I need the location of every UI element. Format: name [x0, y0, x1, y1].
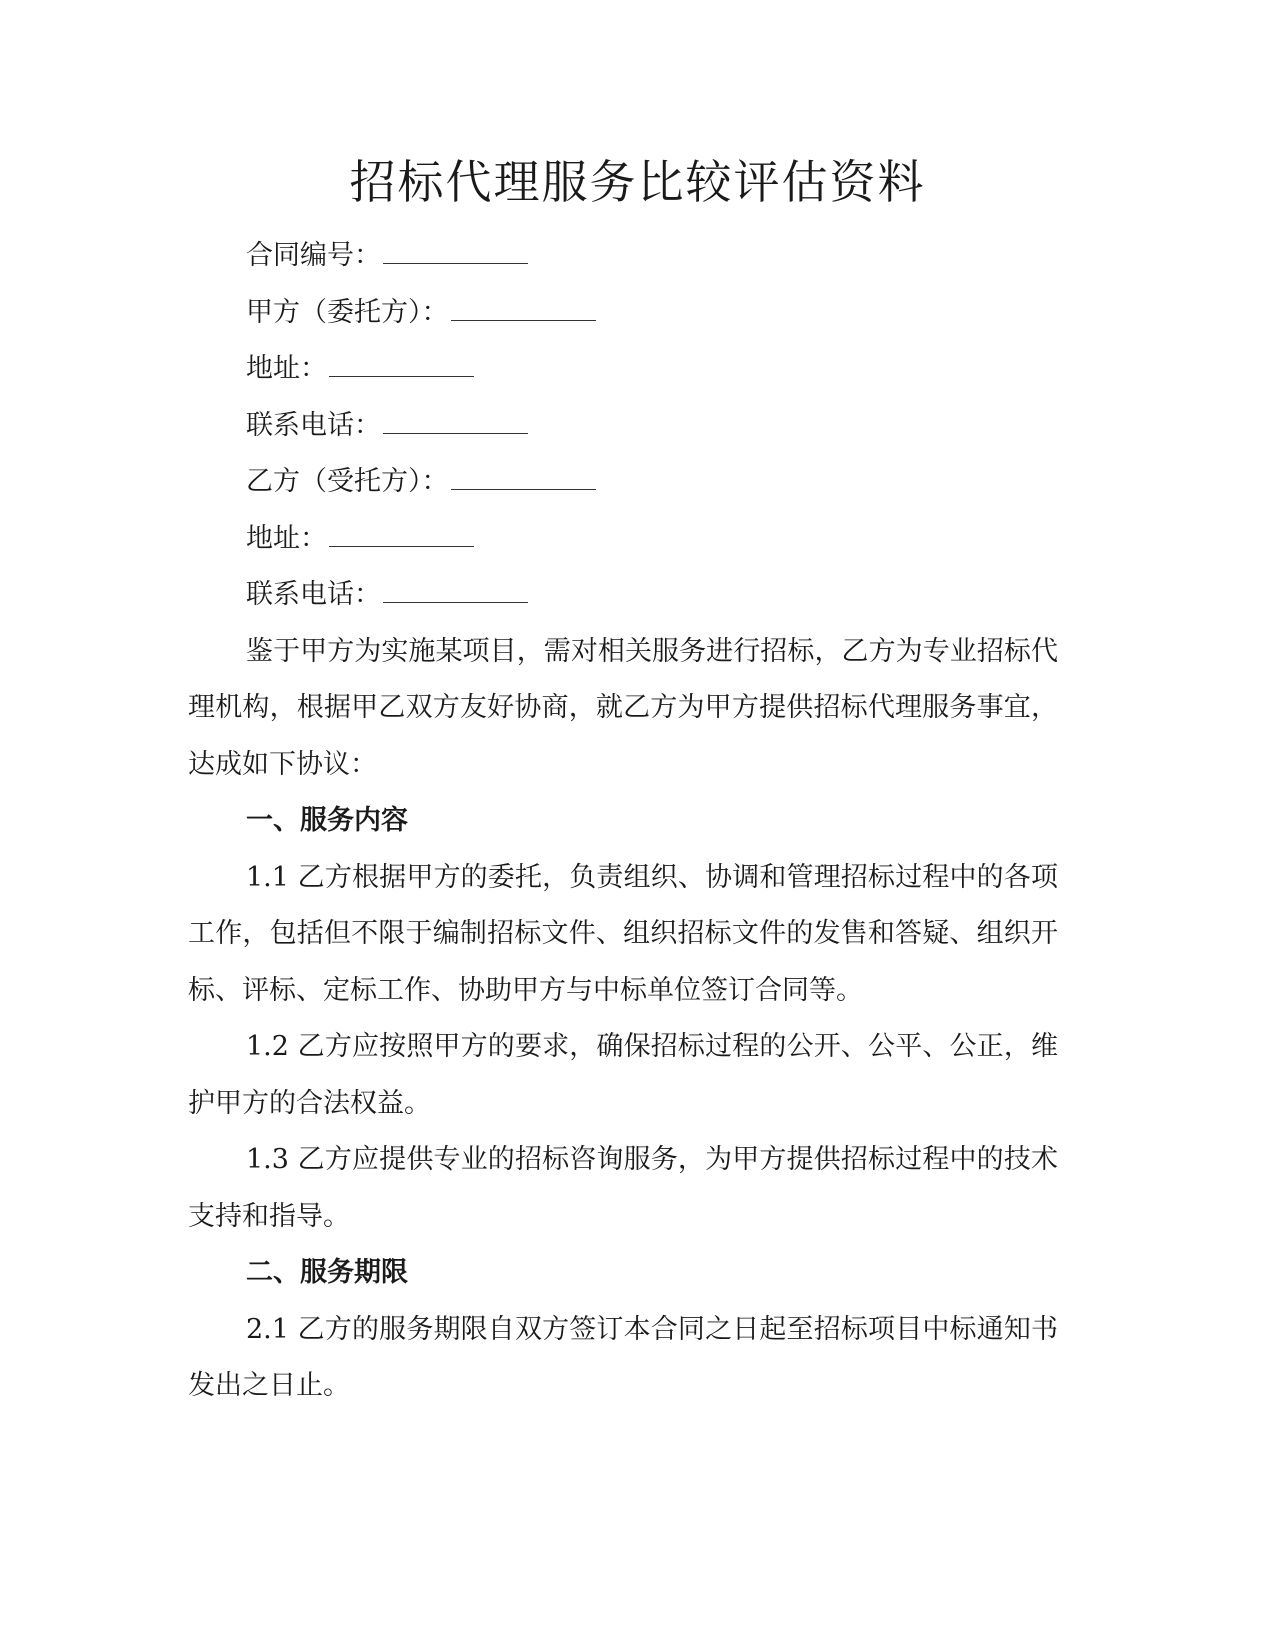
field-label: 联系电话： — [246, 579, 381, 610]
field-label: 联系电话： — [246, 409, 381, 441]
field-label: 乙方（受托方）： — [246, 466, 449, 497]
clause-1-1: 1.1 乙方根据甲方的委托，负责组织、协调和管理招标过程中的各项工作，包括但不限于编制招标文件、组织招标文件的发售和答疑、组织开标、评标、定标工作、协助甲方与中标单位签订合同等。 — [188, 861, 1058, 1006]
party-a-phone-field — [188, 398, 1058, 455]
contract-number-field — [188, 228, 1058, 285]
field-label: 地址： — [246, 353, 327, 384]
document-body — [188, 228, 1058, 1415]
party-b-field — [188, 454, 1058, 511]
fill-in-blank — [383, 399, 528, 434]
section-heading-service-term: 二、服务期限 — [246, 1257, 408, 1288]
clause-2-1: 2.1 乙方的服务期限自双方签订本合同之日起至招标项目中标通知书发出之日止。 — [188, 1313, 1058, 1401]
party-a-address-field — [188, 341, 1058, 398]
fill-in-blank — [451, 286, 596, 321]
field-label: 地址： — [246, 522, 327, 554]
section-heading-service-content: 一、服务内容 — [246, 805, 408, 836]
fill-in-blank — [383, 229, 528, 264]
fill-in-blank — [383, 568, 528, 603]
party-b-phone-field — [188, 567, 1058, 624]
clause-1-3: 1.3 乙方应提供专业的招标咨询服务，为甲方提供招标过程中的技术支持和指导。 — [188, 1144, 1058, 1232]
intro-paragraph: 鉴于甲方为实施某项目，需对相关服务进行招标，乙方为专业招标代理机构，根据甲乙双方友好协商，就乙方为甲方提供招标代理服务事宜，达成如下协议： — [188, 635, 1058, 780]
fill-in-blank — [451, 455, 596, 490]
clause-1-2: 1.2 乙方应按照甲方的要求，确保招标过程的公开、公平、公正，维护甲方的合法权益。 — [188, 1031, 1058, 1119]
party-b-address-field — [188, 511, 1058, 568]
field-label: 甲方（委托方）： — [246, 296, 449, 328]
party-a-field — [188, 285, 1058, 342]
field-label: 合同编号： — [246, 240, 381, 271]
fill-in-blank — [329, 342, 474, 377]
fill-in-blank — [329, 512, 474, 547]
document-title: 招标代理服务比较评估资料 — [349, 155, 926, 209]
